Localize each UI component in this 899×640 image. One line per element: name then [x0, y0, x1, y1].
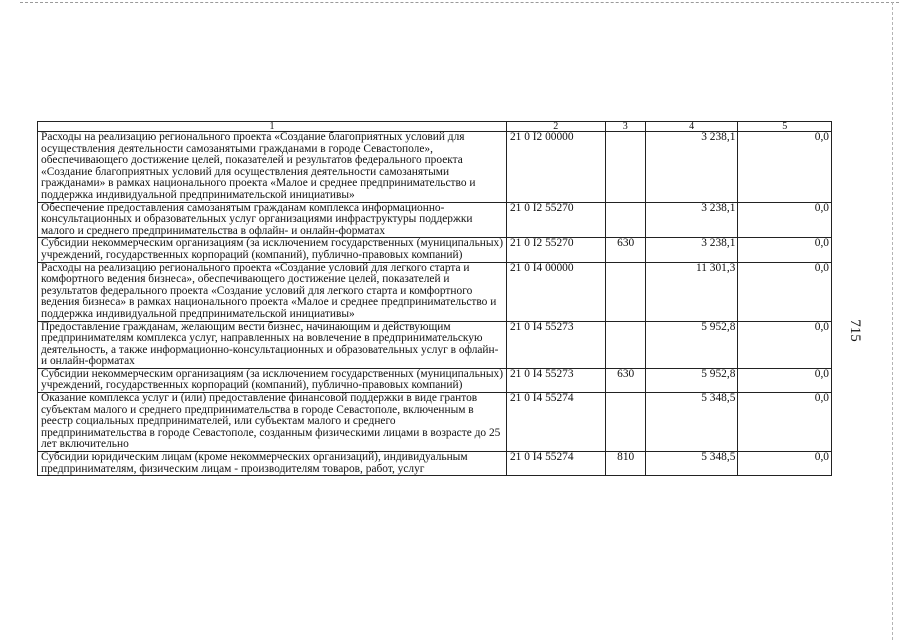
table-header-row	[38, 122, 832, 132]
row-expense-type	[605, 202, 645, 238]
row-expense-type	[605, 393, 645, 452]
row-code: 21 0 I4 55273	[506, 321, 605, 368]
scan-edge-right	[892, 2, 893, 640]
row-amount-2: 0,0	[738, 452, 832, 476]
page-number: 715	[846, 319, 863, 342]
row-amount-2: 0,0	[738, 262, 832, 321]
row-amount: 5 348,5	[645, 393, 738, 452]
row-code: 21 0 I2 55270	[506, 202, 605, 238]
row-expense-type: 810	[605, 452, 645, 476]
row-code: 21 0 I4 55274	[506, 393, 605, 452]
row-amount-2: 0,0	[738, 238, 832, 262]
row-code: 21 0 I2 55270	[506, 238, 605, 262]
budget-table	[37, 121, 832, 476]
row-amount: 3 238,1	[645, 202, 738, 238]
row-code: 21 0 I4 00000	[506, 262, 605, 321]
row-amount: 5 952,8	[645, 321, 738, 368]
row-description: Расходы на реализацию регионального проекта «Создание условий для легкого старта и комфортного ведения бизнеса», обеспечивающего достижение целей, показателей и результатов федерального проекта «Создание условий для легкого старта и комфортного ведения бизнеса» в рамках национального проекта «Малое и среднее предпринимательство и поддержка индивидуальной предпринимательской инициативы»	[38, 262, 507, 321]
row-description: Обеспечение предоставления самозанятым гражданам комплекса информационно-консультационных и образовательных услуг организациями инфраструктуры поддержки малого и среднего предпринимательства в офлайн- и онлайн-форматах	[38, 202, 507, 238]
header-col-1: 1	[38, 122, 507, 132]
row-expense-type	[605, 132, 645, 203]
table-row	[38, 393, 832, 452]
row-expense-type	[605, 262, 645, 321]
row-expense-type: 630	[605, 238, 645, 262]
row-amount-2: 0,0	[738, 321, 832, 368]
row-amount-2: 0,0	[738, 132, 832, 203]
scan-edge-top	[20, 2, 899, 3]
row-amount: 3 238,1	[645, 132, 738, 203]
table-row	[38, 452, 832, 476]
row-code: 21 0 I4 55273	[506, 368, 605, 392]
row-amount-2: 0,0	[738, 202, 832, 238]
table-row	[38, 368, 832, 392]
row-amount-2: 0,0	[738, 393, 832, 452]
row-description: Предоставление гражданам, желающим вести бизнес, начинающим и действующим предпринимателям комплекса услуг, направленных на вовлечение в предпринимательскую деятельность, а также информационно-консультационных и образовательных услуг в офлайн- и онлайн-форматах	[38, 321, 507, 368]
row-description: Субсидии некоммерческим организациям (за исключением государственных (муниципальных) учреждений, государственных корпораций (компаний), публично-правовых компаний)	[38, 238, 507, 262]
row-expense-type	[605, 321, 645, 368]
row-description: Субсидии некоммерческим организациям (за исключением государственных (муниципальных) учреждений, государственных корпораций (компаний), публично-правовых компаний)	[38, 368, 507, 392]
table-row	[38, 202, 832, 238]
row-amount: 5 952,8	[645, 368, 738, 392]
table-row	[38, 132, 832, 203]
header-col-3: 3	[605, 122, 645, 132]
row-code: 21 0 I2 00000	[506, 132, 605, 203]
row-description: Субсидии юридическим лицам (кроме некоммерческих организаций), индивидуальным предпринимателям, физическим лицам - производителям товаров, работ, услуг	[38, 452, 507, 476]
row-amount: 11 301,3	[645, 262, 738, 321]
header-col-5: 5	[738, 122, 832, 132]
table-row	[38, 321, 832, 368]
header-col-4: 4	[645, 122, 738, 132]
row-amount: 5 348,5	[645, 452, 738, 476]
table-row	[38, 262, 832, 321]
row-description: Оказание комплекса услуг и (или) предоставление финансовой поддержки в виде грантов субъектам малого и среднего предпринимательства в городе Севастополе, включенным в реестр социальных предпринимателей, или субъектам малого и среднего предпринимательства в городе Севастополе, созданным физическими лицами в возрасте до 25 лет включительно	[38, 393, 507, 452]
row-amount-2: 0,0	[738, 368, 832, 392]
row-description: Расходы на реализацию регионального проекта «Создание благоприятных условий для осуществления деятельности самозанятыми гражданами в городе Севастополе», обеспечивающего достижение целей, показателей и результатов федерального проекта «Создание благоприятных условий для осуществления деятельности самозанятыми гражданами» в рамках национального проекта «Малое и среднее предпринимательство и поддержка индивидуальной предпринимательской инициативы»	[38, 132, 507, 203]
table-row	[38, 238, 832, 262]
row-code: 21 0 I4 55274	[506, 452, 605, 476]
header-col-2: 2	[506, 122, 605, 132]
row-amount: 3 238,1	[645, 238, 738, 262]
row-expense-type: 630	[605, 368, 645, 392]
